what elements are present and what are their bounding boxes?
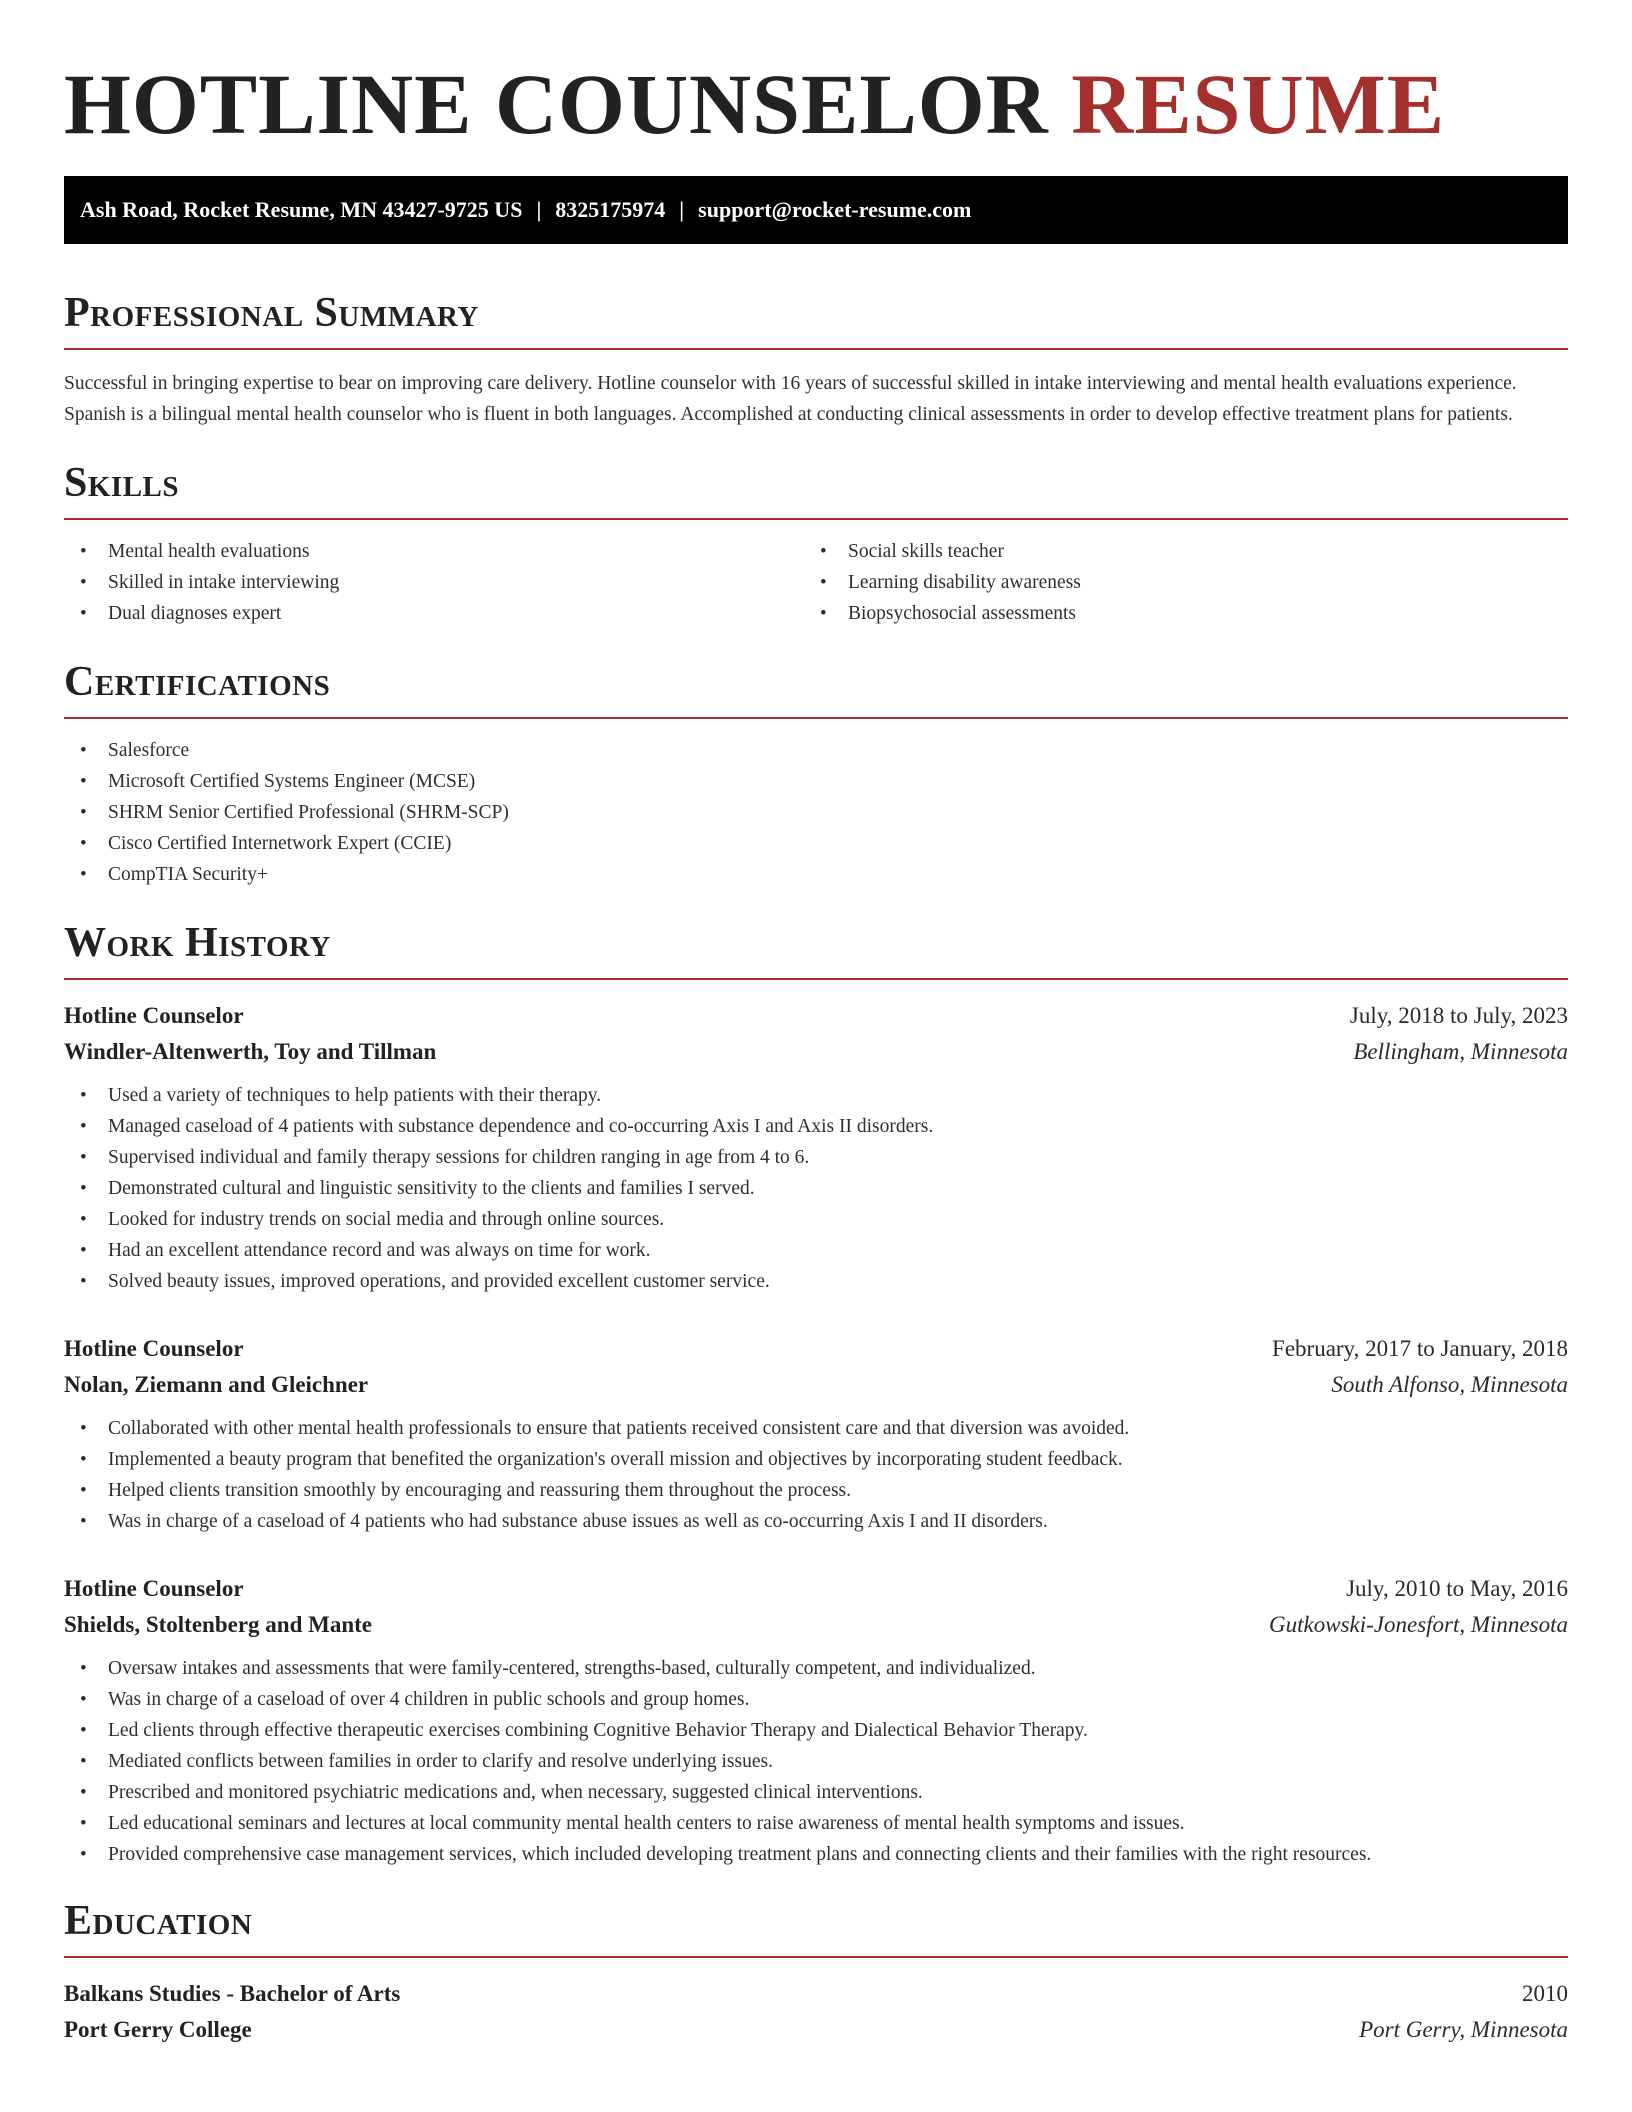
summary-heading: Professional Summary (64, 290, 479, 336)
education-degree: Balkans Studies - Bachelor of Arts (64, 1981, 401, 2006)
job-entry (64, 1331, 1568, 1537)
contact-email: support@rocket-resume.com (698, 197, 972, 222)
summary-section (64, 288, 1568, 430)
job-company: Windler-Altenwerth, Toy and Tillman (64, 1039, 437, 1064)
skills-column-left (64, 536, 804, 629)
education-entry (64, 1976, 1568, 2048)
job-location: Bellingham, Minnesota (1353, 1039, 1568, 1064)
job-title: Hotline Counselor (64, 1336, 244, 1361)
job-duty: • Looked for industry trends on social media and through online sources. (64, 1204, 1568, 1235)
contact-bar (64, 176, 1568, 244)
skill-item: • Skilled in intake interviewing (64, 567, 804, 598)
job-title: Hotline Counselor (64, 1003, 244, 1028)
job-duty: • Supervised individual and family therapy sessions for children ranging in age from 4 to 6. (64, 1142, 1568, 1173)
job-duty: • Had an excellent attendance record and was always on time for work. (64, 1235, 1568, 1266)
job-duty: • Was in charge of a caseload of over 4 children in public schools and group homes. (64, 1684, 1568, 1715)
job-duty: • Was in charge of a caseload of 4 patients who had substance abuse issues as well as co-occurring Axis I and II disorders. (64, 1506, 1568, 1537)
job-duty: • Managed caseload of 4 patients with substance dependence and co-occurring Axis I and Axis II disorders. (64, 1111, 1568, 1142)
education-location: Port Gerry, Minnesota (1359, 2017, 1568, 2042)
section-divider (64, 518, 1568, 520)
certification-item: • CompTIA Security+ (64, 859, 1568, 890)
certification-item: • SHRM Senior Certified Professional (SHRM-SCP) (64, 797, 1568, 828)
job-dates: July, 2010 to May, 2016 (1346, 1576, 1568, 1601)
skill-item: • Social skills teacher (804, 536, 1544, 567)
education-heading: Education (64, 1898, 253, 1944)
section-divider (64, 1956, 1568, 1958)
contact-separator: | (536, 197, 542, 222)
job-duty: • Led clients through effective therapeutic exercises combining Cognitive Behavior Therapy and Dialectical Behavior Therapy. (64, 1715, 1568, 1746)
job-company: Nolan, Ziemann and Gleichner (64, 1372, 369, 1397)
contact-separator: | (679, 197, 685, 222)
job-duty: • Mediated conflicts between families in order to clarify and resolve underlying issues. (64, 1746, 1568, 1777)
contact-address: Ash Road, Rocket Resume, MN 43427-9725 US (80, 197, 523, 222)
certification-item: • Cisco Certified Internetwork Expert (CCIE) (64, 828, 1568, 859)
section-divider (64, 978, 1568, 980)
section-divider (64, 717, 1568, 719)
certification-item: • Salesforce (64, 735, 1568, 766)
skills-list (64, 536, 1568, 629)
skill-item: • Learning disability awareness (804, 567, 1544, 598)
certification-item: • Microsoft Certified Systems Engineer (MCSE) (64, 766, 1568, 797)
skills-section (64, 458, 1568, 629)
job-duty: • Helped clients transition smoothly by encouraging and reassuring them throughout the process. (64, 1475, 1568, 1506)
job-dates: February, 2017 to January, 2018 (1272, 1336, 1568, 1361)
job-duty: • Led educational seminars and lectures at local community mental health centers to raise awareness of mental health symptoms and issues. (64, 1808, 1568, 1839)
job-duties (64, 1653, 1568, 1870)
job-company: Shields, Stoltenberg and Mante (64, 1612, 372, 1637)
skill-item: • Mental health evaluations (64, 536, 804, 567)
job-duty: • Solved beauty issues, improved operations, and provided excellent customer service. (64, 1266, 1568, 1297)
job-duty: • Oversaw intakes and assessments that were family-centered, strengths-based, culturally competent, and individualized. (64, 1653, 1568, 1684)
work-history-heading: Work History (64, 920, 331, 966)
job-location: South Alfonso, Minnesota (1331, 1372, 1568, 1397)
job-duty: • Provided comprehensive case management services, which included developing treatment plans and connecting clients and their families with the right resources. (64, 1839, 1568, 1870)
title-main: HOTLINE COUNSELOR (64, 56, 1049, 152)
title-accent: RESUME (1071, 56, 1446, 152)
skill-item: • Dual diagnoses expert (64, 598, 804, 629)
certifications-heading: Certifications (64, 659, 331, 705)
summary-text: Successful in bringing expertise to bear on improving care delivery. Hotline counselor with 16 years of successful skilled in intake interviewing and mental health evaluations experience. Spanish is a bilingual mental health counselor who is fluent in both languages. Accomplished at conducting clinical assessments in order to develop effective treatment plans for patients. (64, 373, 1517, 425)
contact-phone: 8325175974 (555, 197, 666, 222)
job-location: Gutkowski-Jonesfort, Minnesota (1269, 1612, 1568, 1637)
job-duty: • Demonstrated cultural and linguistic sensitivity to the clients and families I served. (64, 1173, 1568, 1204)
skill-item: • Biopsychosocial assessments (804, 598, 1544, 629)
certifications-list (64, 735, 1568, 890)
resume-page (64, 0, 1568, 2048)
job-title: Hotline Counselor (64, 1576, 244, 1601)
resume-title (64, 56, 1568, 152)
section-divider (64, 348, 1568, 350)
job-duty: • Implemented a beauty program that benefited the organization's overall mission and objectives by incorporating student feedback. (64, 1444, 1568, 1475)
job-dates: July, 2018 to July, 2023 (1349, 1003, 1568, 1028)
education-section (64, 1896, 1568, 2048)
work-history-section (64, 918, 1568, 1870)
job-duty: • Used a variety of techniques to help patients with their therapy. (64, 1080, 1568, 1111)
job-entry (64, 998, 1568, 1297)
job-duty: • Collaborated with other mental health professionals to ensure that patients received consistent care and that diversion was avoided. (64, 1413, 1568, 1444)
job-duties (64, 1080, 1568, 1297)
education-school: Port Gerry College (64, 2017, 252, 2042)
education-year: 2010 (1522, 1981, 1568, 2006)
job-entry (64, 1571, 1568, 1870)
skills-heading: Skills (64, 460, 180, 506)
skills-column-right (804, 536, 1544, 629)
job-duty: • Prescribed and monitored psychiatric medications and, when necessary, suggested clinical interventions. (64, 1777, 1568, 1808)
certifications-section (64, 657, 1568, 890)
job-duties (64, 1413, 1568, 1537)
